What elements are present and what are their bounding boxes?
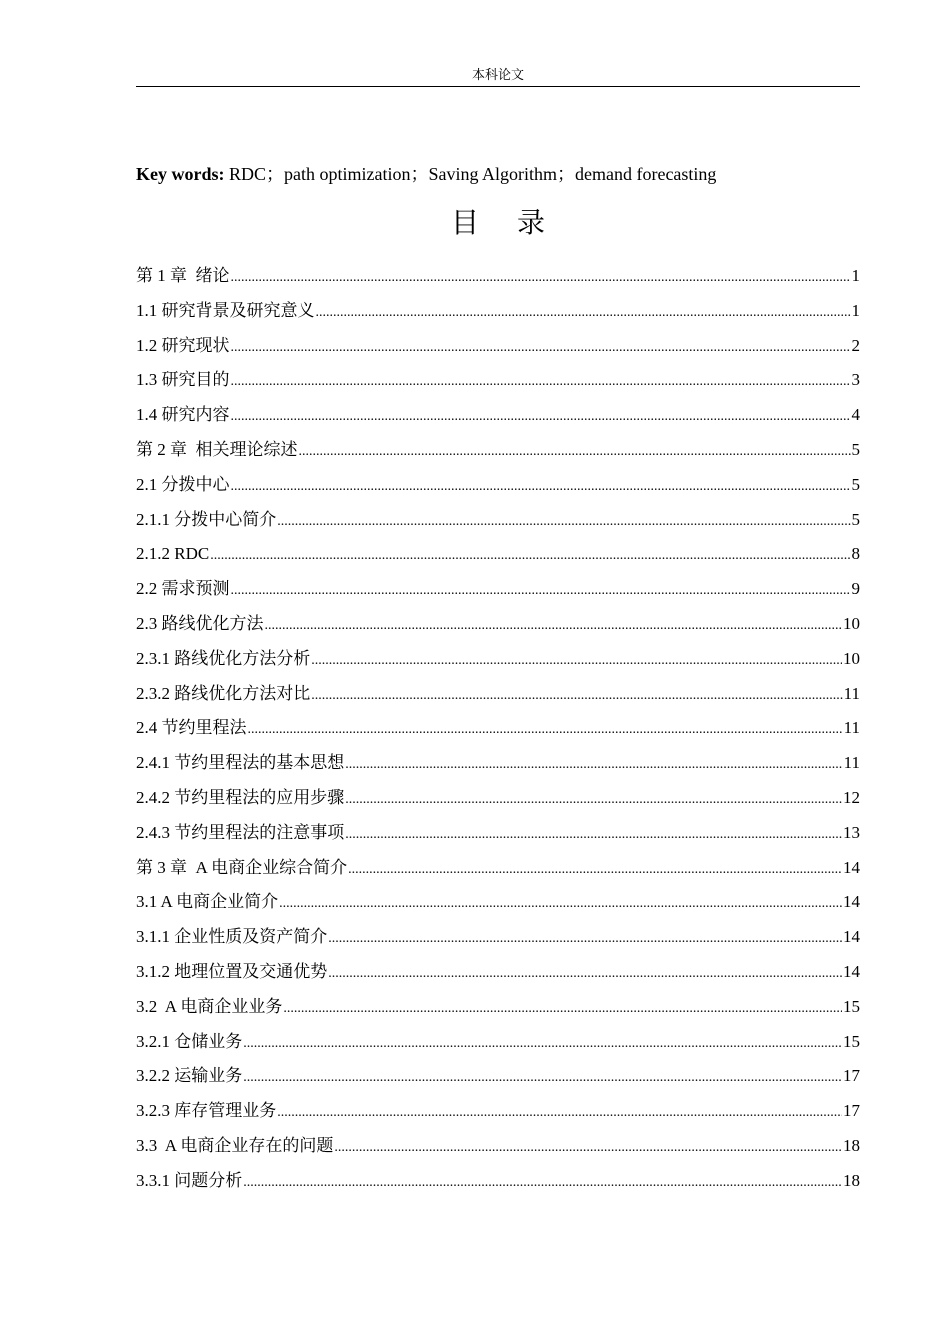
- toc-dot-leader: [311, 682, 842, 710]
- toc-entry-page: 1: [851, 266, 860, 285]
- toc-entry-page: 14: [843, 961, 860, 981]
- toc-dot-leader: [231, 334, 851, 362]
- toc-entry-label: 3.2 A 电商企业业务: [136, 996, 283, 1016]
- toc-entry-page: 11: [843, 718, 860, 738]
- toc-entry-label: 2.4.3 节约里程法的注意事项: [136, 822, 345, 842]
- toc-entry-page: 14: [843, 892, 860, 912]
- toc-entry-label: 3.3 A 电商企业存在的问题: [136, 1135, 334, 1155]
- toc-entry[interactable]: [136, 645, 860, 680]
- toc-entry[interactable]: [136, 1028, 860, 1063]
- toc-entry-page: 18: [843, 1135, 860, 1155]
- toc-dot-leader: [243, 1169, 842, 1197]
- toc-entry-page: 14: [843, 927, 860, 947]
- toc-entry-page: 10: [843, 613, 860, 633]
- toc-dot-leader: [316, 299, 851, 327]
- toc-dot-leader: [348, 856, 842, 884]
- toc-entry-page: 9: [851, 579, 860, 599]
- toc-entry[interactable]: [136, 506, 860, 541]
- toc-entry-page: 12: [843, 787, 860, 807]
- toc-entry-label: 2.4.1 节约里程法的基本思想: [136, 753, 345, 773]
- toc-entry-label: 2.2 需求预测: [136, 579, 230, 599]
- toc-entry-label: 3.1 A 电商企业简介: [136, 892, 279, 912]
- toc-entry-page: 8: [851, 544, 860, 564]
- toc-entry-page: 5: [851, 474, 860, 494]
- toc-entry-label: 3.2.2 运输业务: [136, 1066, 243, 1086]
- toc-dot-leader: [277, 508, 850, 536]
- toc-entry-page: 4: [851, 405, 860, 425]
- toc-entry[interactable]: [136, 401, 860, 436]
- toc-entry-page: 11: [843, 753, 860, 773]
- toc-entry-label: 3.2.1 仓储业务: [136, 1031, 243, 1051]
- toc-entry[interactable]: [136, 819, 860, 854]
- toc-entry-label: 2.3.2 路线优化方法对比: [136, 683, 311, 703]
- toc-entry-label: 2.4.2 节约里程法的应用步骤: [136, 787, 345, 807]
- toc-dot-leader: [334, 1134, 842, 1162]
- toc-entry[interactable]: [136, 958, 860, 993]
- toc-dot-leader: [243, 1064, 842, 1092]
- toc-entry-page: 15: [843, 1031, 860, 1051]
- toc-entry-page: 1: [851, 300, 860, 320]
- toc-entry[interactable]: [136, 471, 860, 506]
- toc-dot-leader: [231, 473, 851, 501]
- toc-entry-label: 1.4 研究内容: [136, 405, 230, 425]
- toc-entry-label: 2.3 路线优化方法: [136, 613, 264, 633]
- keywords-text: RDC；path optimization；Saving Algorithm；demand forecasting: [224, 164, 717, 184]
- toc-entry-label: 2.1.2 RDC: [136, 544, 210, 564]
- toc-entry-label: 3.1.1 企业性质及资产简介: [136, 927, 328, 947]
- toc-entry-label: 1.3 研究目的: [136, 370, 230, 390]
- toc-dot-leader: [231, 403, 851, 431]
- toc-entry-label: 第 1 章 绪论: [136, 266, 230, 285]
- toc-entry[interactable]: [136, 749, 860, 784]
- toc-dot-leader: [311, 647, 842, 675]
- keywords-label: Key words:: [136, 164, 225, 184]
- toc-entry[interactable]: [136, 436, 860, 471]
- toc-dot-leader: [210, 542, 850, 570]
- toc-entry-page: 13: [843, 822, 860, 842]
- toc-entry-page: 18: [843, 1170, 860, 1190]
- toc-entry-label: 1.2 研究现状: [136, 335, 230, 355]
- toc-entry-page: 5: [851, 509, 860, 529]
- toc-entry-label: 2.1 分拨中心: [136, 474, 230, 494]
- toc-entry-label: 第 2 章 相关理论综述: [136, 439, 298, 459]
- toc-entry-label: 2.4 节约里程法: [136, 718, 247, 738]
- keywords-line: [136, 161, 860, 187]
- toc-entry-label: 3.3.1 问题分析: [136, 1170, 243, 1190]
- toc-dot-leader: [231, 577, 851, 605]
- toc-entry-label: 2.1.1 分拨中心简介: [136, 509, 277, 529]
- toc-entry-label: 1.1 研究背景及研究意义: [136, 300, 315, 320]
- table-of-contents: [136, 262, 860, 1202]
- toc-entry[interactable]: [136, 854, 860, 889]
- toc-entry-page: 5: [851, 439, 860, 459]
- toc-dot-leader: [277, 1099, 842, 1127]
- toc-entry-page: 3: [851, 370, 860, 390]
- toc-entry-page: 11: [843, 683, 860, 703]
- toc-entry[interactable]: [136, 1097, 860, 1132]
- toc-entry-page: 17: [843, 1066, 860, 1086]
- toc-dot-leader: [248, 716, 843, 744]
- toc-entry[interactable]: [136, 714, 860, 749]
- toc-entry[interactable]: [136, 784, 860, 819]
- toc-entry-label: 3.1.2 地理位置及交通优势: [136, 961, 328, 981]
- toc-dot-leader: [243, 1030, 842, 1058]
- toc-entry[interactable]: [136, 366, 860, 401]
- page-header: 本科论文: [471, 67, 524, 82]
- toc-entry-label: 第 3 章 A 电商企业综合简介: [136, 857, 348, 877]
- toc-dot-leader: [265, 612, 843, 640]
- toc-entry[interactable]: [136, 1132, 860, 1167]
- toc-entry-page: 17: [843, 1101, 860, 1121]
- toc-entry[interactable]: [136, 680, 860, 715]
- toc-dot-leader: [231, 264, 851, 292]
- toc-dot-leader: [345, 751, 842, 779]
- toc-dot-leader: [328, 960, 842, 988]
- toc-dot-leader: [279, 890, 842, 918]
- header-rule: [136, 86, 860, 87]
- toc-entry[interactable]: [136, 332, 860, 367]
- toc-entry[interactable]: [136, 297, 860, 332]
- toc-entry[interactable]: [136, 993, 860, 1028]
- toc-entry-page: 2: [851, 335, 860, 355]
- toc-dot-leader: [231, 368, 851, 396]
- toc-entry-label: 3.2.3 库存管理业务: [136, 1101, 277, 1121]
- toc-dot-leader: [345, 821, 842, 849]
- toc-entry[interactable]: [136, 888, 860, 923]
- toc-entry[interactable]: [136, 1167, 860, 1202]
- toc-dot-leader: [345, 786, 842, 814]
- toc-title: 目录: [450, 206, 583, 239]
- toc-dot-leader: [299, 438, 851, 466]
- toc-dot-leader: [283, 995, 842, 1023]
- toc-dot-leader: [328, 925, 842, 953]
- toc-entry-page: 14: [843, 857, 860, 877]
- toc-entry[interactable]: [136, 923, 860, 958]
- toc-entry-page: 15: [843, 996, 860, 1016]
- toc-entry[interactable]: [136, 575, 860, 610]
- toc-entry[interactable]: [136, 540, 860, 575]
- toc-entry[interactable]: [136, 262, 860, 297]
- toc-entry-label: 2.3.1 路线优化方法分析: [136, 648, 311, 668]
- toc-entry[interactable]: [136, 1062, 860, 1097]
- toc-entry[interactable]: [136, 610, 860, 645]
- toc-entry-page: 10: [843, 648, 860, 668]
